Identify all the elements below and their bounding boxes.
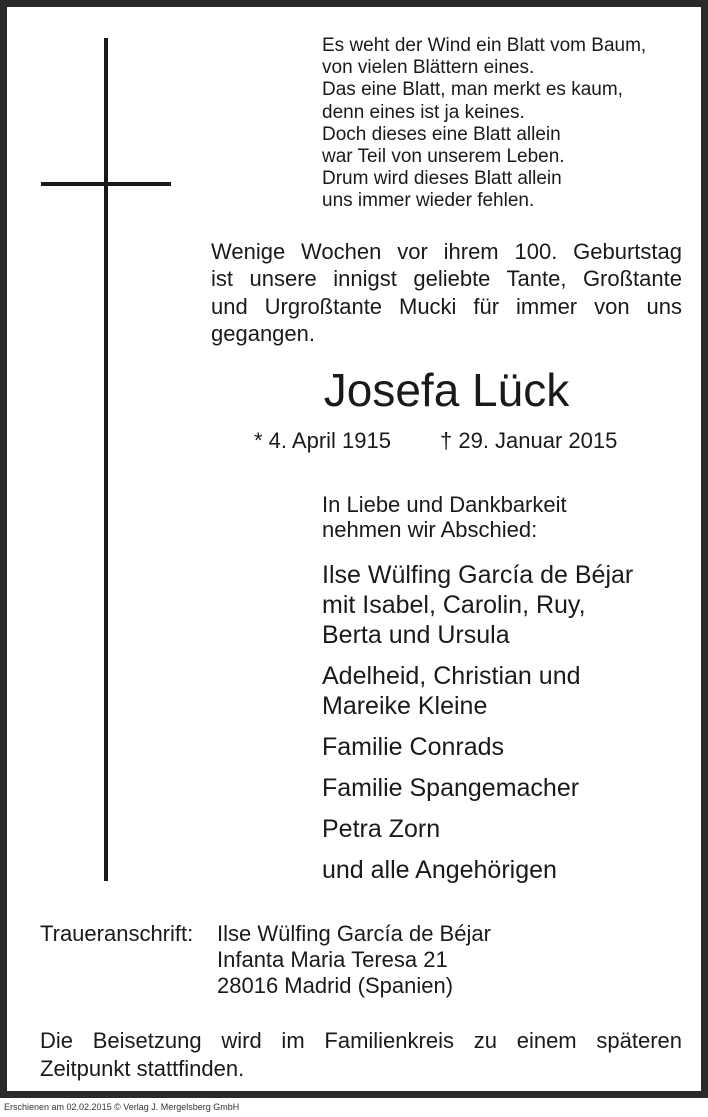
mourner-line: Ilse Wülfing García de Béjar <box>322 561 634 589</box>
mourner-group <box>322 661 633 721</box>
death-date: † 29. Januar 2015 <box>440 428 618 453</box>
mourner-group <box>322 773 633 803</box>
mourner-line: Mareike Kleine <box>322 692 488 720</box>
address-line: Ilse Wülfing García de Béjar <box>217 921 491 946</box>
mourners-list <box>322 560 633 896</box>
poem <box>322 35 646 213</box>
mourner-group <box>322 732 633 762</box>
birth-date: * 4. April 1915 <box>254 428 391 453</box>
mourner-line: Adelheid, Christian und <box>322 662 581 690</box>
intro-line: Wenige Wochen vor ihrem 100. Geburtstag <box>211 239 682 264</box>
mourner-group <box>322 855 633 885</box>
poem-line: war Teil von unserem Leben. <box>322 146 565 168</box>
poem-line: Das eine Blatt, man merkt es kaum, <box>322 79 623 101</box>
intro-text <box>211 238 682 347</box>
poem-line: Drum wird dieses Blatt allein <box>322 168 562 190</box>
mourner-group <box>322 560 633 650</box>
poem-line: Es weht der Wind ein Blatt vom Baum, <box>322 35 647 56</box>
address-lines <box>217 921 491 999</box>
poem-line: denn eines ist ja keines. <box>322 101 525 123</box>
address-line: Infanta Maria Teresa 21 <box>217 947 448 972</box>
cross-icon-vertical <box>104 38 108 881</box>
poem-line: uns immer wieder fehlen. <box>322 190 535 212</box>
mourner-line: mit Isabel, Carolin, Ruy, <box>322 591 586 619</box>
intro-line: und Urgroßtante Mucki für immer von uns <box>211 293 682 319</box>
farewell-line: nehmen wir Abschied: <box>322 517 538 542</box>
cross-icon-horizontal <box>41 182 171 186</box>
mourner-line: und alle Angehörigen <box>322 856 557 884</box>
mourner-line: Berta und Ursula <box>322 621 510 649</box>
mourner-group <box>322 814 633 844</box>
farewell-line: In Liebe und Dankbarkeit <box>322 492 567 517</box>
intro-line: gegangen. <box>211 320 315 346</box>
mourner-line: Familie Conrads <box>322 733 505 761</box>
deceased-name: Josefa Lück <box>323 364 570 416</box>
mourner-line: Petra Zorn <box>322 815 441 843</box>
burial-line: Zeitpunkt stattfinden. <box>40 1056 245 1081</box>
burial-line: Die Beisetzung wird im Familienkreis zu einem späteren <box>40 1028 682 1053</box>
intro-line: ist unsere innigst geliebte Tante, Großtante <box>211 266 682 292</box>
burial-notice <box>40 1027 682 1083</box>
poem-line: von vielen Blättern eines. <box>322 57 535 79</box>
poem-line: Doch dieses eine Blatt allein <box>322 123 561 145</box>
farewell-text <box>322 492 567 542</box>
mourner-line: Familie Spangemacher <box>322 774 580 802</box>
address-label: Traueranschrift: <box>40 921 194 946</box>
address-line: 28016 Madrid (Spanien) <box>217 973 454 998</box>
publication-footer: Erschienen am 02.02.2015 © Verlag J. Mergelsberg GmbH <box>4 1102 240 1112</box>
